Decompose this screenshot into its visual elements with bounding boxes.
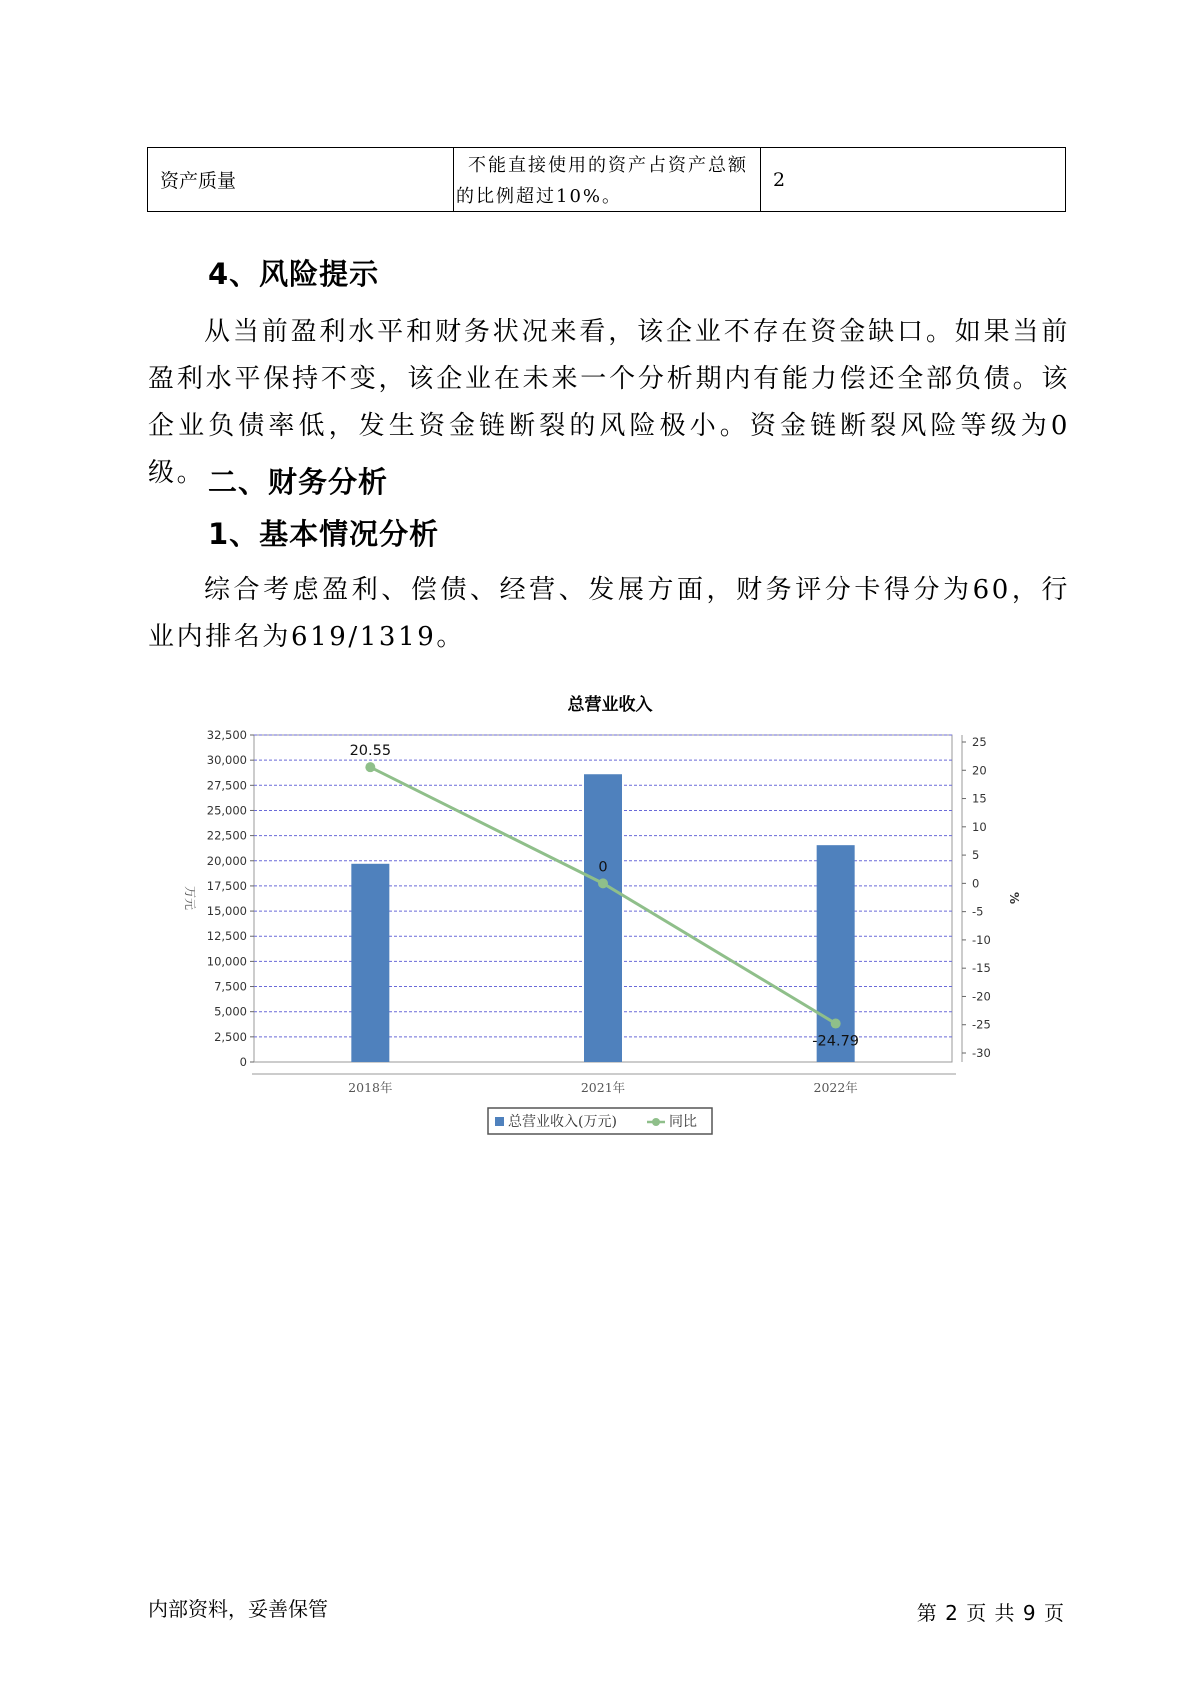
y-tick-label: 2,500: [214, 1029, 247, 1044]
y2-tick-label: -20: [972, 989, 991, 1004]
y-tick-label: 5,000: [214, 1004, 247, 1019]
y2-tick-label: 5: [972, 848, 980, 863]
legend-line-marker: [652, 1118, 660, 1126]
criteria-table: [147, 147, 1066, 212]
risk-heading: 4、风险提示: [208, 257, 380, 291]
y-tick-label: 32,500: [206, 728, 247, 742]
yoy-data-label: 20.55: [349, 743, 392, 760]
legend-bar-label: 总营业收入(万元): [508, 1114, 617, 1130]
table-cell-score: 2: [773, 168, 786, 191]
table-cell-criteria: [454, 148, 761, 211]
y2-tick-label: -5: [972, 904, 984, 919]
yoy-point: [598, 878, 608, 888]
footer-page-number: 第 2 页 共 9 页: [916, 1601, 1065, 1625]
y-tick-label: 22,500: [206, 828, 247, 843]
yoy-data-label: -24.79: [812, 1033, 860, 1050]
basic-analysis-heading: 1、基本情况分析: [208, 517, 440, 551]
y-tick-label: 30,000: [206, 753, 247, 768]
yoy-point: [831, 1019, 841, 1029]
y-tick-label: 0: [239, 1055, 247, 1069]
y2-axis-title: %: [1007, 891, 1021, 905]
criteria-line-1: 不能直接使用的资产占资产总额: [468, 155, 748, 176]
x-tick-label: 2022年: [813, 1080, 858, 1095]
y2-tick-label: -10: [972, 932, 991, 947]
yoy-data-label: 0: [598, 859, 608, 876]
revenue-bar: [584, 774, 622, 1062]
y-tick-label: 27,500: [206, 778, 247, 793]
y-tick-label: 17,500: [206, 878, 247, 893]
legend-bar-swatch: [495, 1117, 504, 1126]
y2-tick-label: 25: [972, 735, 987, 749]
finance-heading: 二、财务分析: [208, 465, 389, 499]
yoy-point: [365, 762, 375, 772]
legend-line-label: 同比: [669, 1114, 697, 1130]
revenue-bar: [351, 864, 389, 1062]
basic-analysis-paragraph: 综合考虑盈利、偿债、经营、发展方面，财务评分卡得分为60，行业内排名为619/1319。: [148, 575, 1070, 652]
y2-tick-label: 15: [972, 791, 987, 806]
y-tick-label: 10,000: [206, 954, 247, 969]
y-tick-label: 25,000: [206, 803, 247, 818]
risk-paragraph: 从当前盈利水平和财务状况来看，该企业不存在资金缺口。如果当前盈利水平保持不变，该企业在未来一个分析期内有能力偿还全部负债。该企业负债率低，发生资金链断裂的风险极小。资金链断裂风险等级为0级。: [148, 317, 1070, 488]
y2-tick-label: -15: [972, 961, 991, 976]
revenue-bar: [817, 845, 855, 1062]
y-tick-label: 15,000: [206, 904, 247, 919]
table-cell-item: 资产质量: [148, 148, 454, 211]
y2-tick-label: 10: [972, 819, 987, 834]
chart-canvas: [170, 690, 1050, 1160]
chart-title: 总营业收入: [567, 695, 653, 715]
y-tick-label: 12,500: [206, 929, 247, 944]
revenue-chart: [170, 690, 1050, 1160]
y2-tick-label: 20: [972, 763, 987, 778]
x-tick-label: 2021年: [580, 1080, 626, 1095]
y2-tick-label: 0: [972, 876, 980, 891]
y2-tick-label: -25: [972, 1017, 991, 1032]
y-tick-label: 7,500: [214, 979, 247, 994]
footer-confidential: 内部资料，妥善保管: [148, 1597, 328, 1621]
y2-tick-label: -30: [972, 1046, 991, 1060]
y-tick-label: 20,000: [206, 853, 247, 868]
criteria-line-2: 的比例超过10%。: [456, 186, 623, 207]
y-axis-title: 万元: [183, 885, 197, 911]
x-tick-label: 2018年: [348, 1080, 393, 1095]
